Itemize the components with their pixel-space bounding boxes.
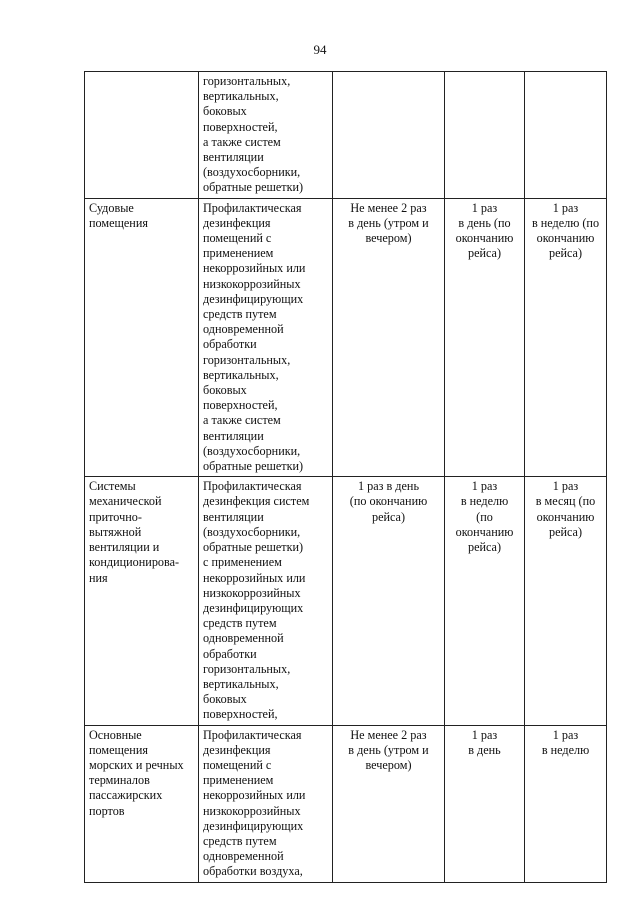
measure-cell: горизонтальных, вертикальных, боковых поверхностей, а также систем вентиляции (воздухосборники, обратные решетки): [199, 72, 333, 199]
frequency-cleaning-cell: 1 раз в день (по окончанию рейса): [445, 198, 525, 477]
table-row: [85, 198, 607, 477]
measure-cell: Профилактическая дезинфекция систем вентиляции (воздухосборники, обратные решетки) с применением некоррозийных или низкокоррозийных дезинфицирующих средств путем одновременной обработки горизонтальных, вертикальных, боковых поверхностей,: [199, 477, 333, 725]
premises-cell: Основные помещения морских и речных терминалов пассажирских портов: [85, 725, 199, 882]
frequency-general-cell: 1 раз в неделю: [525, 725, 607, 882]
premises-cell: Судовые помещения: [85, 198, 199, 477]
table-row: [85, 725, 607, 882]
frequency-disinfection-cell: Не менее 2 раз в день (утром и вечером): [333, 198, 445, 477]
table-row: [85, 477, 607, 725]
frequency-cleaning-cell: 1 раз в неделю (по окончанию рейса): [445, 477, 525, 725]
frequency-general-cell: 1 раз в неделю (по окончанию рейса): [525, 198, 607, 477]
table-row: [85, 72, 607, 199]
measure-cell: Профилактическая дезинфекция помещений с применением некоррозийных или низкокоррозийных дезинфицирующих средств путем одновременной обработки горизонтальных, вертикальных, боковых поверхностей, а также систем вентиляции (воздухосборники, обратные решетки): [199, 198, 333, 477]
measure-cell: Профилактическая дезинфекция помещений с применением некоррозийных или низкокоррозийных дезинфицирующих средств путем одновременной обработки воздуха,: [199, 725, 333, 882]
frequency-general-cell: 1 раз в месяц (по окончанию рейса): [525, 477, 607, 725]
frequency-disinfection-cell: 1 раз в день (по окончанию рейса): [333, 477, 445, 725]
frequency-disinfection-cell: Не менее 2 раз в день (утром и вечером): [333, 725, 445, 882]
premises-cell: Системы механической приточно- вытяжной вентиляции и кондиционирова- ния: [85, 477, 199, 725]
premises-cell: [85, 72, 199, 199]
frequency-cleaning-cell: 1 раз в день: [445, 725, 525, 882]
frequency-disinfection-cell: [333, 72, 445, 199]
page-number: 94: [313, 42, 327, 57]
disinfection-schedule-table: [84, 71, 607, 883]
frequency-cleaning-cell: [445, 72, 525, 199]
frequency-general-cell: [525, 72, 607, 199]
